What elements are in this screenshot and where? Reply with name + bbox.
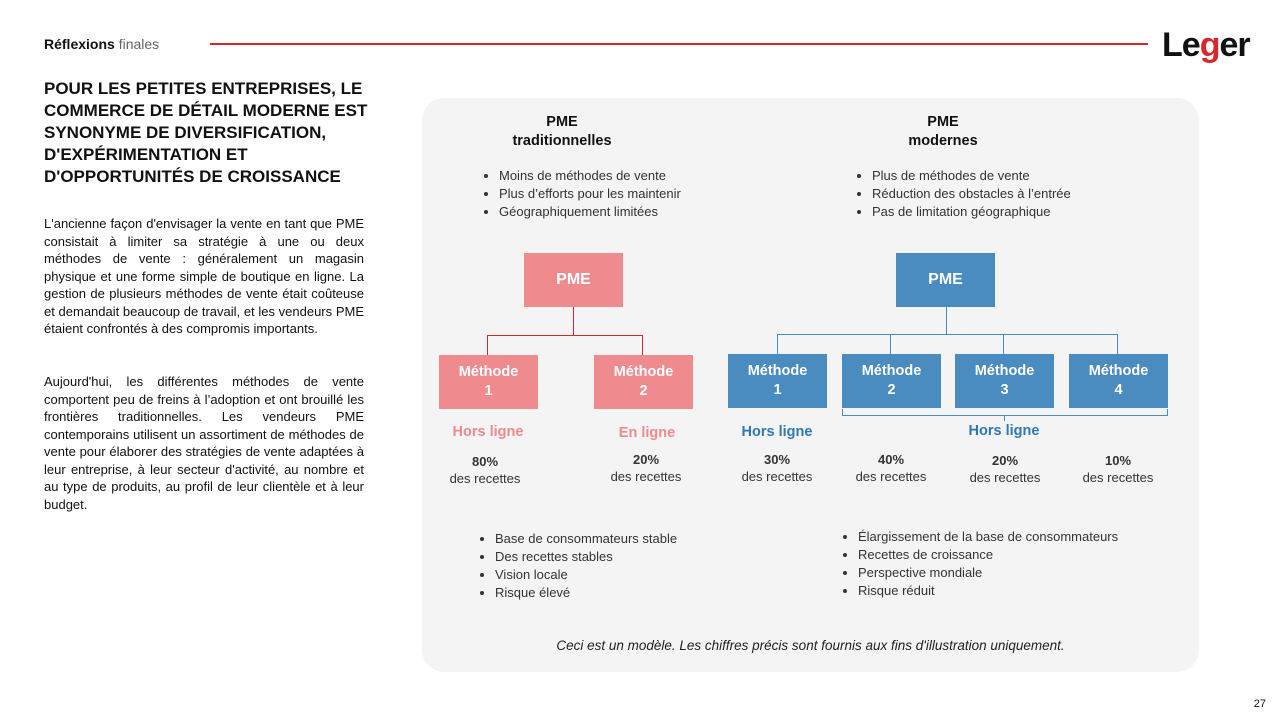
modern-share-3: 20% des recettes	[969, 453, 1041, 485]
list-item: • Base de consommateurs stable	[495, 530, 775, 548]
connector	[890, 334, 891, 354]
list-item: • Moins de méthodes de vente	[499, 167, 759, 185]
group-bracket	[1004, 415, 1005, 421]
modern-method-1-box: Méthode 1	[728, 354, 827, 408]
list-item: • Géographiquement limitées	[499, 203, 759, 221]
traditional-method-1-box: Méthode 1	[439, 355, 538, 409]
list-item: • Pas de limitation géographique	[872, 203, 1152, 221]
modern-share-4: 10% des recettes	[1082, 453, 1154, 485]
connector	[642, 335, 643, 355]
list-item: • Risque réduit	[858, 582, 1188, 600]
traditional-channel-2: En ligne	[618, 425, 676, 441]
modern-method-2-box: Méthode 2	[842, 354, 941, 408]
modern-share-2: 40% des recettes	[855, 452, 927, 484]
modern-features-list	[854, 167, 1152, 221]
modern-outcomes-list	[840, 528, 1188, 600]
paragraph-2: Aujourd'hui, les différentes méthodes de vente comportent peu de freins à l’adoption et ont brouillé les frontières traditionnelles. Les vendeurs PME contemporains utilisent un assortiment de méthodes de vente pour élaborer des stratégies de vente adaptées à leur entreprise, à leur secteur d'activité, au nombre et au type de produits, au profil de leur clientèle et à leur budget.	[44, 374, 364, 512]
list-item: • Élargissement de la base de consommateurs	[858, 528, 1188, 546]
traditional-outcomes-list	[477, 530, 775, 602]
traditional-root-box: PME	[524, 253, 623, 307]
leger-logo: Leger	[1162, 26, 1250, 64]
connector	[487, 335, 488, 355]
modern-title: PME modernes	[908, 114, 978, 149]
traditional-features-list	[481, 167, 759, 221]
modern-method-3-box: Méthode 3	[955, 354, 1054, 408]
traditional-method-2-box: Méthode 2	[594, 355, 693, 409]
traditional-share-2: 20% des recettes	[610, 452, 682, 484]
connector	[487, 335, 643, 336]
modern-share-1: 30% des recettes	[741, 452, 813, 484]
section-title-bold: Réflexions	[44, 36, 115, 52]
traditional-title: PME traditionnelles	[512, 114, 612, 149]
list-item: • Recettes de croissance	[858, 546, 1188, 564]
modern-method-4-box: Méthode 4	[1069, 354, 1168, 408]
paragraph-1: L'ancienne façon d'envisager la vente en tant que PME consistait à limiter sa stratégie à une ou deux méthodes de vente : généralement un magasin physique et une forme simple de boutique en ligne. La gestion de plusieurs méthodes de vente était coûteuse et demandait beaucoup de travail, et les vendeurs PME étaient confrontés à des compromis importants.	[44, 216, 364, 336]
list-item: • Vision locale	[495, 566, 775, 584]
modern-root-box: PME	[896, 253, 995, 307]
list-item: • Plus d’efforts pour les maintenir	[499, 185, 759, 203]
list-item: • Perspective mondiale	[858, 564, 1188, 582]
list-item: • Risque élevé	[495, 584, 775, 602]
section-title	[44, 36, 159, 52]
connector	[777, 334, 778, 354]
disclaimer-note: Ceci est un modèle. Les chiffres précis sont fournis aux fins d'illustration uniquement.	[556, 638, 1065, 653]
header-divider	[210, 43, 1148, 45]
traditional-share-1: 80% des recettes	[449, 454, 521, 486]
connector	[1003, 334, 1004, 354]
group-bracket	[1167, 409, 1168, 416]
list-item: • Réduction des obstacles à l’entrée	[872, 185, 1152, 203]
group-bracket	[842, 415, 1168, 416]
page-heading: POUR LES PETITES ENTREPRISES, LE COMMERCE DE DÉTAIL MODERNE EST SYNONYME DE DIVERSIFICATION, D'EXPÉRIMENTATION ET D'OPPORTUNITÉS DE CROISSANCE	[44, 79, 368, 186]
modern-channel-group: Hors ligne	[968, 423, 1040, 439]
connector	[946, 307, 947, 334]
modern-channel-1: Hors ligne	[741, 424, 813, 440]
list-item: • Des recettes stables	[495, 548, 775, 566]
connector	[1117, 334, 1118, 354]
connector	[573, 307, 574, 335]
list-item: • Plus de méthodes de vente	[872, 167, 1152, 185]
connector	[777, 334, 1118, 335]
page-number: 27	[1253, 698, 1266, 710]
section-title-light: finales	[118, 36, 160, 52]
traditional-channel-1: Hors ligne	[452, 424, 524, 440]
